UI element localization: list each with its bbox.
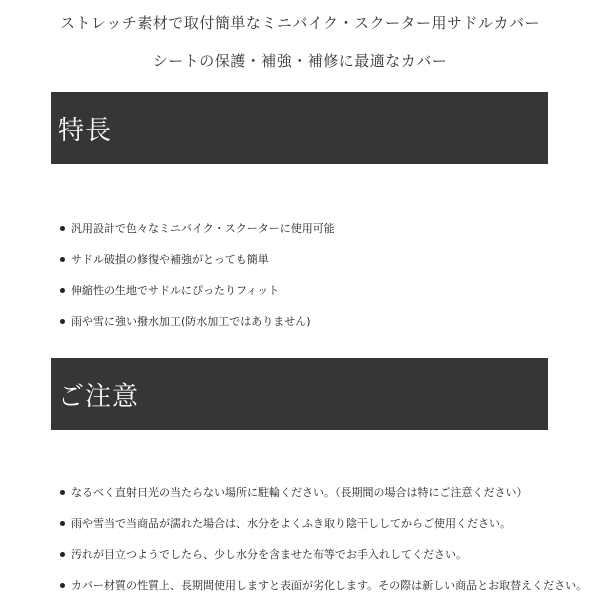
features-item-text: 伸縮性の生地でサドルにぴったりフィット <box>71 284 280 297</box>
list-item <box>60 313 311 329</box>
list-item <box>60 251 269 267</box>
headline-secondary: シートの保護・補強・補修に最適なカバー <box>152 52 448 70</box>
bullet-icon <box>60 319 65 324</box>
caution-item-text: 汚れが目立つようでしたら、少し水分を含ませた布等でお手入れしてください。 <box>71 548 467 561</box>
features-section-header <box>51 92 548 164</box>
features-item-text: サドル破損の修復や補強がとっても簡単 <box>71 253 269 266</box>
bullet-icon <box>60 552 65 557</box>
features-title: 特長 <box>58 115 113 146</box>
bullet-icon <box>60 490 65 495</box>
headline-primary: ストレッチ素材で取付簡単なミニバイク・スクーター用サドルカバー <box>59 14 541 32</box>
features-item-text: 汎用設計で色々なミニバイク・スクーターに使用可能 <box>71 222 335 235</box>
caution-item-text: なるべく直射日光の当たらない場所に駐輪ください。（長期間の場合は特にご注意ください） <box>71 486 528 499</box>
list-item <box>60 546 467 562</box>
bullet-icon <box>60 521 65 526</box>
list-item <box>60 220 335 236</box>
bullet-icon <box>60 257 65 262</box>
list-item <box>60 577 587 593</box>
caution-title: ご注意 <box>58 381 140 412</box>
list-item <box>60 515 511 531</box>
features-item-text: 雨や雪に強い撥水加工(防水加工ではありません) <box>71 315 311 328</box>
caution-item-text: カバー材質の性質上、長期間使用しますと表面が劣化します。その際は新しい商品とお取替えください。 <box>71 579 588 592</box>
caution-item-text: 雨や雪当で当商品が濡れた場合は、水分をよくふき取り陰干ししてからご使用ください。 <box>71 517 511 530</box>
bullet-icon <box>60 288 65 293</box>
bullet-icon <box>60 583 65 588</box>
list-item <box>60 282 279 298</box>
caution-section-header <box>51 358 548 430</box>
bullet-icon <box>60 226 65 231</box>
list-item <box>60 484 528 500</box>
